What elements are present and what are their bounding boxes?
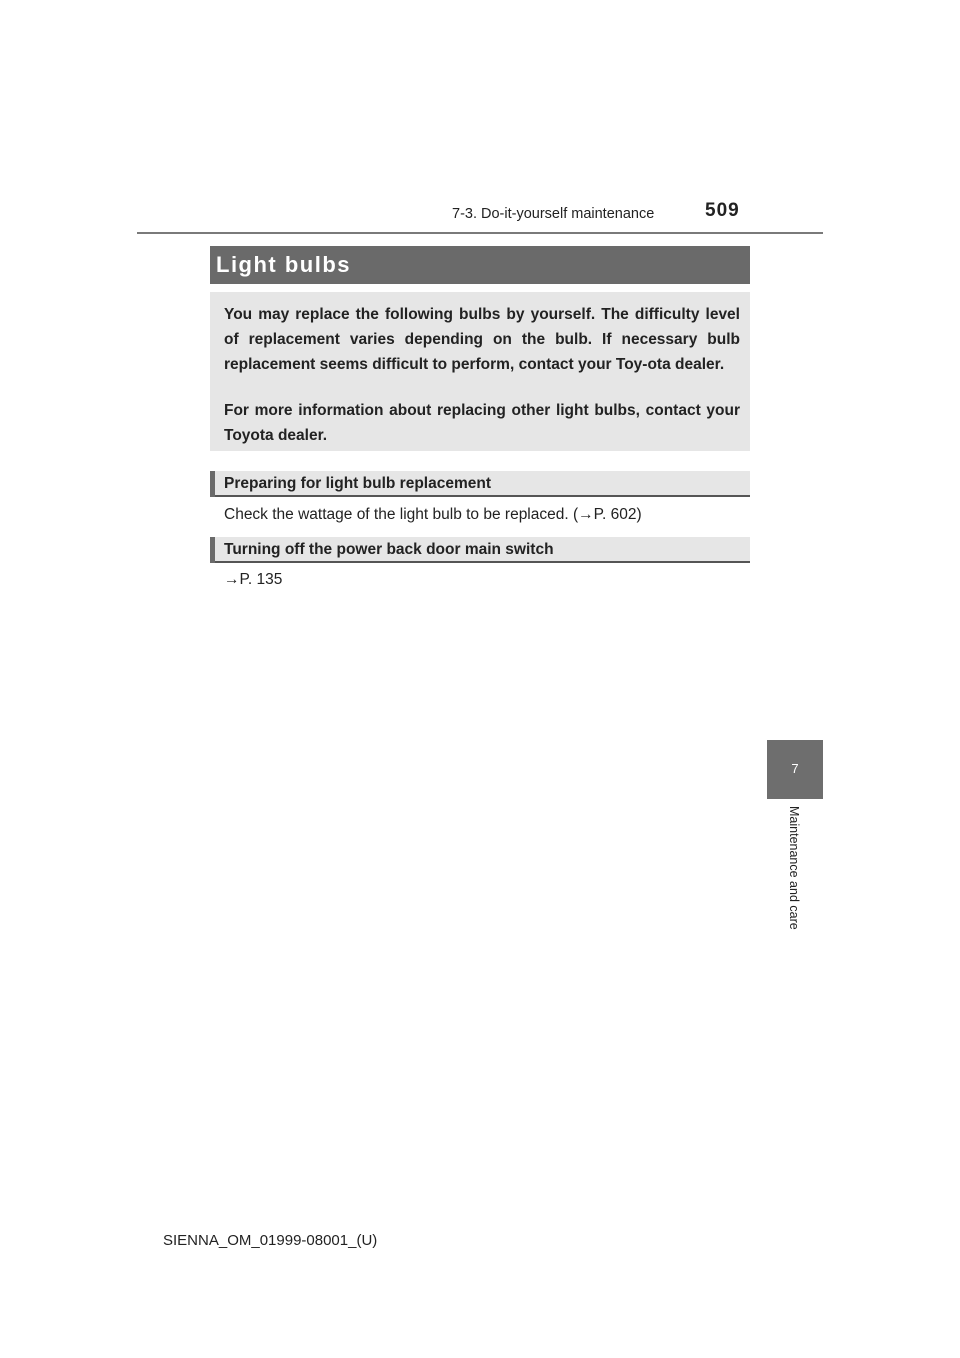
subheading-back-door-switch	[210, 537, 750, 563]
chapter-title: Maintenance and care	[787, 806, 801, 930]
page-title: Light bulbs	[216, 252, 352, 277]
intro-box	[210, 292, 750, 451]
page-reference-link[interactable]: →P. 135	[224, 571, 283, 588]
section-name: 7-3. Do-it-yourself maintenance	[452, 206, 655, 222]
subheading-text: Turning off the power back door main switch	[224, 541, 554, 558]
chapter-number: 7	[791, 761, 799, 776]
intro-paragraph-1: You may replace the following bulbs by yourself. The difficulty level of replacement varies depending on the bulb. If necessary bulb replacement seems difficult to perform, contact your Toy-ota dealer.	[224, 306, 740, 373]
intro-paragraph-2: For more information about replacing other light bulbs, contact your Toyota dealer.	[224, 402, 740, 444]
chapter-tab[interactable]	[767, 740, 823, 799]
title-bar	[210, 246, 750, 284]
footer-code: SIENNA_OM_01999-08001_(U)	[163, 1232, 378, 1249]
subheading-text: Preparing for light bulb replacement	[224, 475, 491, 492]
page-number: 509	[705, 200, 740, 221]
header-rule	[137, 232, 823, 234]
body-text-wattage: Check the wattage of the light bulb to be replaced. (→P. 602)	[224, 506, 642, 523]
subheading-preparing	[210, 471, 750, 497]
